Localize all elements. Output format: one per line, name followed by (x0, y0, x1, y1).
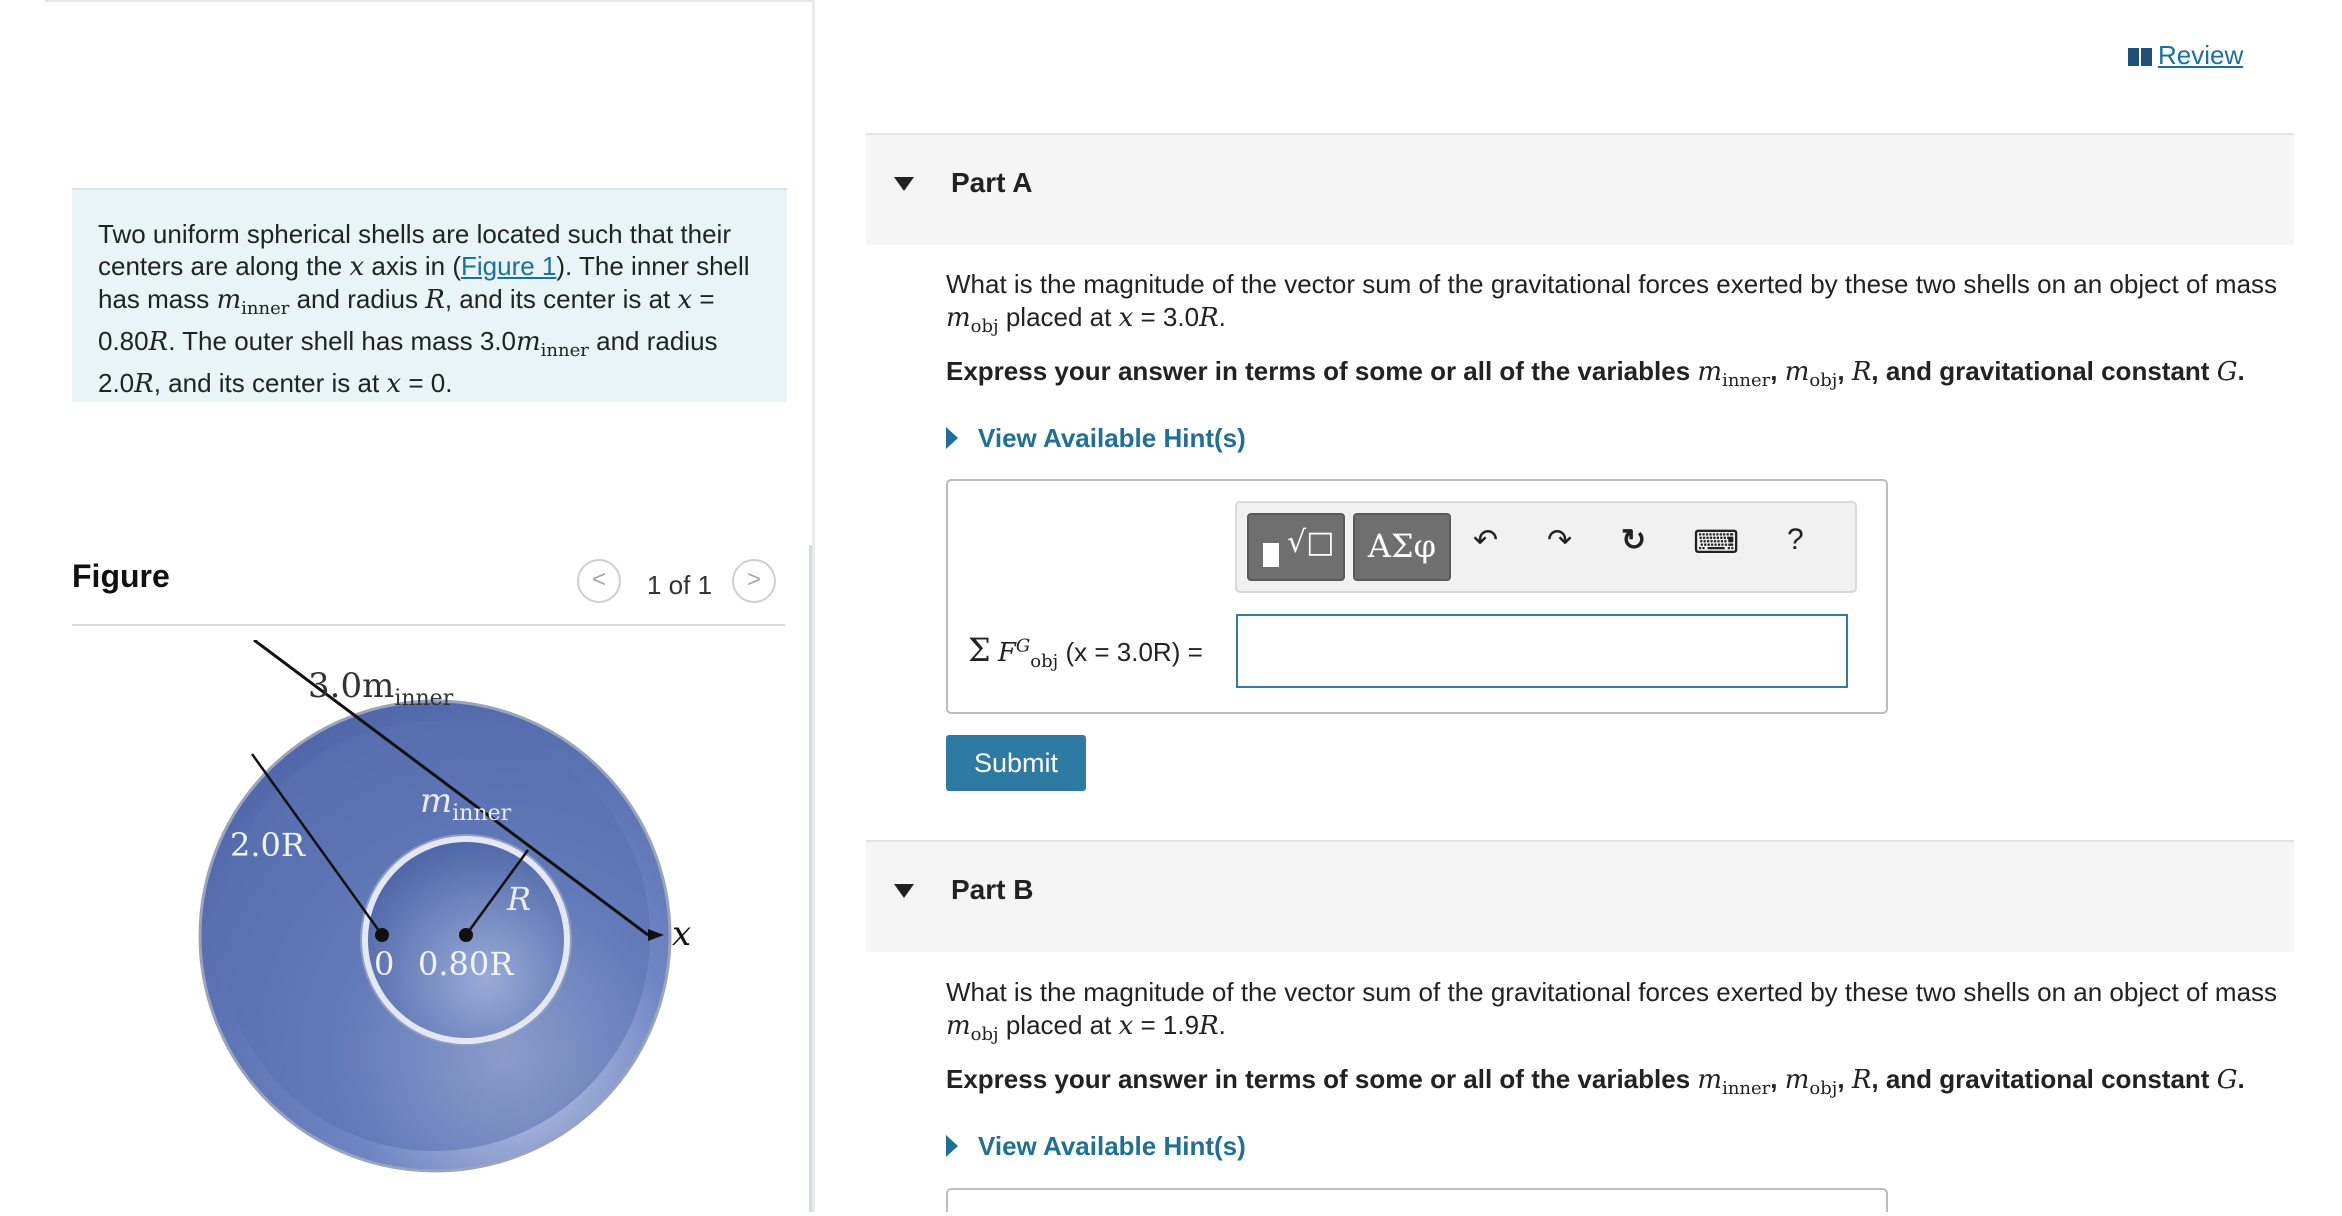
var-R: R (1851, 1065, 1872, 1095)
instruction-text: , (1837, 1064, 1845, 1094)
var-x: x (386, 369, 402, 400)
hint-label: View Available Hint(s) (978, 423, 1246, 453)
axis-label: x (672, 914, 692, 954)
problem-text: , and its center is at (153, 368, 380, 399)
question-text: . (1218, 1010, 1226, 1040)
help-icon[interactable]: ? (1787, 523, 1804, 556)
hint-label: View Available Hint(s) (978, 1131, 1246, 1161)
var-x: x (1118, 1011, 1134, 1041)
var-R: R (1851, 357, 1872, 387)
prev-figure-button[interactable] (577, 559, 621, 603)
var-R: R (134, 369, 154, 400)
review-link[interactable] (2128, 40, 2243, 71)
pane-divider[interactable] (812, 0, 815, 1212)
part-a-header[interactable] (866, 133, 2294, 245)
part-b-question (946, 976, 2286, 1051)
question-value: = 1.9 (1140, 1010, 1200, 1040)
problem-text: ). The inner shell has mass (98, 251, 750, 314)
part-a-answer-input[interactable] (1236, 614, 1848, 688)
var-x: x (1118, 303, 1134, 333)
var-R: R (1199, 303, 1219, 333)
var-sub: obj (1809, 1078, 1838, 1100)
var-sub: inner (241, 298, 290, 320)
caret-down-icon (894, 884, 914, 898)
book-icon (2128, 48, 2152, 66)
greek-symbols-button[interactable]: ΑΣφ (1353, 513, 1451, 581)
outer-mass-label: $3.0m_{inner}$ (308, 666, 454, 711)
next-figure-button[interactable] (732, 559, 776, 603)
question-text: . (1218, 302, 1226, 332)
part-b-title: Part B (951, 874, 1034, 905)
problem-text: Two uniform spherical shells are located such that their centers are along the (98, 219, 731, 281)
problem-text: and radius (296, 284, 419, 314)
question-text: placed at (1005, 1010, 1112, 1040)
inner-center-label: 0.80R (418, 945, 514, 983)
var-G: G (2216, 357, 2238, 387)
pane-scrollbar[interactable] (809, 545, 812, 1212)
redo-icon[interactable]: ↷ (1547, 524, 1573, 557)
var-m: m (1784, 357, 1810, 387)
var-m: m (1784, 1065, 1810, 1095)
problem-text: . The outer shell has mass 3.0 (168, 326, 517, 357)
templates-button[interactable] (1247, 513, 1345, 581)
part-b-instructions (946, 1064, 2286, 1099)
var-sup: G (1015, 635, 1031, 657)
figure-title: Figure (72, 558, 170, 594)
var-x: x (677, 285, 693, 315)
instruction-text: , (1770, 356, 1778, 386)
instruction-text: . (2237, 1064, 2245, 1094)
sqrt-template-icon: √□ (1287, 525, 1335, 560)
problem-statement (72, 188, 787, 402)
problem-text: , and its center is at (444, 284, 671, 314)
question-text: What is the magnitude of the vector sum of the gravitational forces exerted by these two shells on an object of mass (946, 269, 2278, 299)
keyboard-icon[interactable]: ⌨ (1693, 524, 1740, 560)
instruction-text: , and gravitational constant (1871, 1064, 2210, 1094)
shells-figure (130, 640, 730, 1180)
submit-button[interactable]: Submit (946, 735, 1086, 791)
var-sub: obj (970, 316, 999, 338)
inner-radius-label: R (507, 880, 532, 918)
origin-label: 0 (374, 945, 395, 983)
figure-header (72, 556, 785, 626)
var-sub: inner (1722, 370, 1771, 392)
var-G: G (2216, 1065, 2238, 1095)
var-R: R (148, 327, 169, 358)
outer-radius-label: 2.0R (230, 826, 305, 864)
instruction-text: , (1770, 1064, 1778, 1094)
problem-text: = 0.80 (98, 284, 715, 357)
chevron-right-icon: > (746, 566, 761, 593)
var-m: m (946, 303, 971, 333)
part-a-answer-box (946, 479, 1888, 714)
var-sub: obj (1030, 651, 1059, 673)
var-x: x (349, 252, 365, 282)
part-b-header[interactable] (866, 840, 2294, 952)
answer-argument: (x = 3.0R) = (1065, 637, 1203, 667)
undo-icon[interactable]: ↶ (1473, 524, 1499, 557)
var-R: R (1199, 1011, 1219, 1041)
var-sub: obj (970, 1024, 999, 1046)
part-a-question (946, 268, 2286, 343)
instruction-text: Express your answer in terms of some or all of the variables (946, 1064, 1691, 1094)
var-sub: inner (540, 340, 589, 362)
box-icon (1263, 543, 1279, 567)
question-text: placed at (1005, 302, 1112, 332)
figure-count: 1 of 1 (647, 570, 713, 600)
origin-point (375, 928, 389, 942)
sum-symbol: Σ (968, 631, 991, 669)
instruction-text: . (2237, 356, 2245, 386)
problem-text: axis in ( (371, 251, 461, 281)
var-m: m (946, 1011, 971, 1041)
instruction-text: Express your answer in terms of some or all of the variables (946, 356, 1691, 386)
part-a-hint-toggle[interactable] (946, 423, 1246, 454)
reset-icon[interactable]: ↻ (1621, 524, 1647, 557)
inner-center-point (459, 928, 473, 942)
question-text: What is the magnitude of the vector sum of the gravitational forces exerted by these two shells on an object of mass (946, 977, 2278, 1007)
var-R: R (425, 285, 445, 315)
problem-text: = 0. (408, 368, 453, 399)
caret-right-icon (946, 427, 958, 449)
var-m: m (1697, 1065, 1723, 1095)
problem-text: and radius 2.0 (98, 326, 718, 399)
var-m-inner: m (216, 285, 242, 315)
part-a-title: Part A (951, 167, 1033, 198)
answer-label (968, 631, 1203, 672)
caret-down-icon (894, 177, 914, 191)
inner-mass-label: $m_{inner}$ (420, 781, 512, 826)
part-b-answer-box (946, 1188, 1888, 1212)
chevron-left-icon: < (591, 566, 606, 593)
part-b-hint-toggle[interactable] (946, 1131, 1246, 1162)
caret-right-icon (946, 1135, 958, 1157)
var-sub: obj (1809, 370, 1838, 392)
var-m: m (1697, 357, 1723, 387)
var-sub: inner (1722, 1078, 1771, 1100)
question-value: = 3.0 (1140, 302, 1200, 332)
top-border (45, 0, 815, 2)
instruction-text: , and gravitational constant (1871, 356, 2210, 386)
math-toolbar (1235, 501, 1857, 593)
instruction-text: , (1837, 356, 1845, 386)
var-m-inner: m (516, 327, 541, 358)
var-F: F (997, 638, 1016, 668)
review-label: Review (2158, 40, 2244, 70)
figure-link[interactable]: Figure 1 (461, 251, 557, 281)
part-a-instructions (946, 356, 2286, 391)
